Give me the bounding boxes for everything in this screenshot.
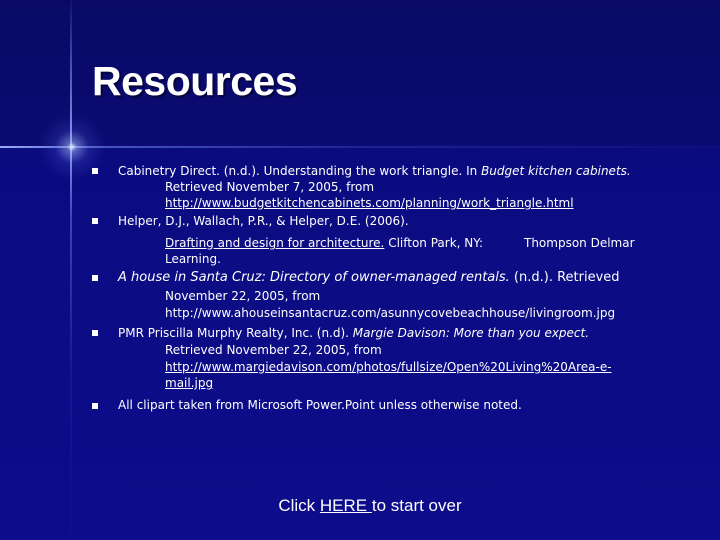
light-streak-vertical <box>70 0 72 540</box>
bullet-icon <box>92 275 98 281</box>
reference-3-line-1: A house in Santa Cruz: Directory of owner-managed rentals. (n.d.). Retrieved <box>118 270 620 285</box>
reference-1-line-1: Cabinetry Direct. (n.d.). Understanding the work triangle. In Budget kitchen cabinets. <box>118 164 631 178</box>
reference-2-line-2: Drafting and design for architecture. Clifton Park, NY: <box>165 236 484 250</box>
reference-2-line-3: Learning. <box>165 252 221 266</box>
reference-2-publisher: Thompson Delmar <box>524 236 635 250</box>
bullet-icon <box>92 403 98 409</box>
reference-4-url[interactable]: http://www.margiedavison.com/photos/fullsize/Open%20Living%20Area-e- <box>165 360 612 374</box>
reference-3-url[interactable]: http://www.ahouseinsantacruz.com/asunnycovebeachhouse/livingroom.jpg <box>165 306 616 320</box>
reference-4-line-1: PMR Priscilla Murphy Realty, Inc. (n.d). Margie Davison: More than you expect. <box>118 326 590 340</box>
page-title: Resources <box>92 58 298 104</box>
reference-5-line-1: All clipart taken from Microsoft Power.Point unless otherwise noted. <box>118 398 522 412</box>
bullet-icon <box>92 330 98 336</box>
reference-1-line-2: Retrieved November 7, 2005, from <box>165 180 375 194</box>
reference-4-url-continued[interactable]: mail.jpg <box>165 376 214 390</box>
start-over-link[interactable]: HERE <box>319 496 372 515</box>
footer: Click HERE to start over <box>278 496 462 515</box>
reference-3-line-2: November 22, 2005, from <box>165 289 321 303</box>
bullet-icon <box>92 168 98 174</box>
bullet-icon <box>92 218 98 224</box>
reference-4-line-2: Retrieved November 22, 2005, from <box>165 343 382 357</box>
reference-1-url[interactable]: http://www.budgetkitchencabinets.com/planning/work_triangle.html <box>165 196 574 210</box>
light-streak-horizontal <box>0 146 720 148</box>
reference-2-line-1: Helper, D.J., Wallach, P.R., & Helper, D.E. (2006). <box>118 214 409 228</box>
